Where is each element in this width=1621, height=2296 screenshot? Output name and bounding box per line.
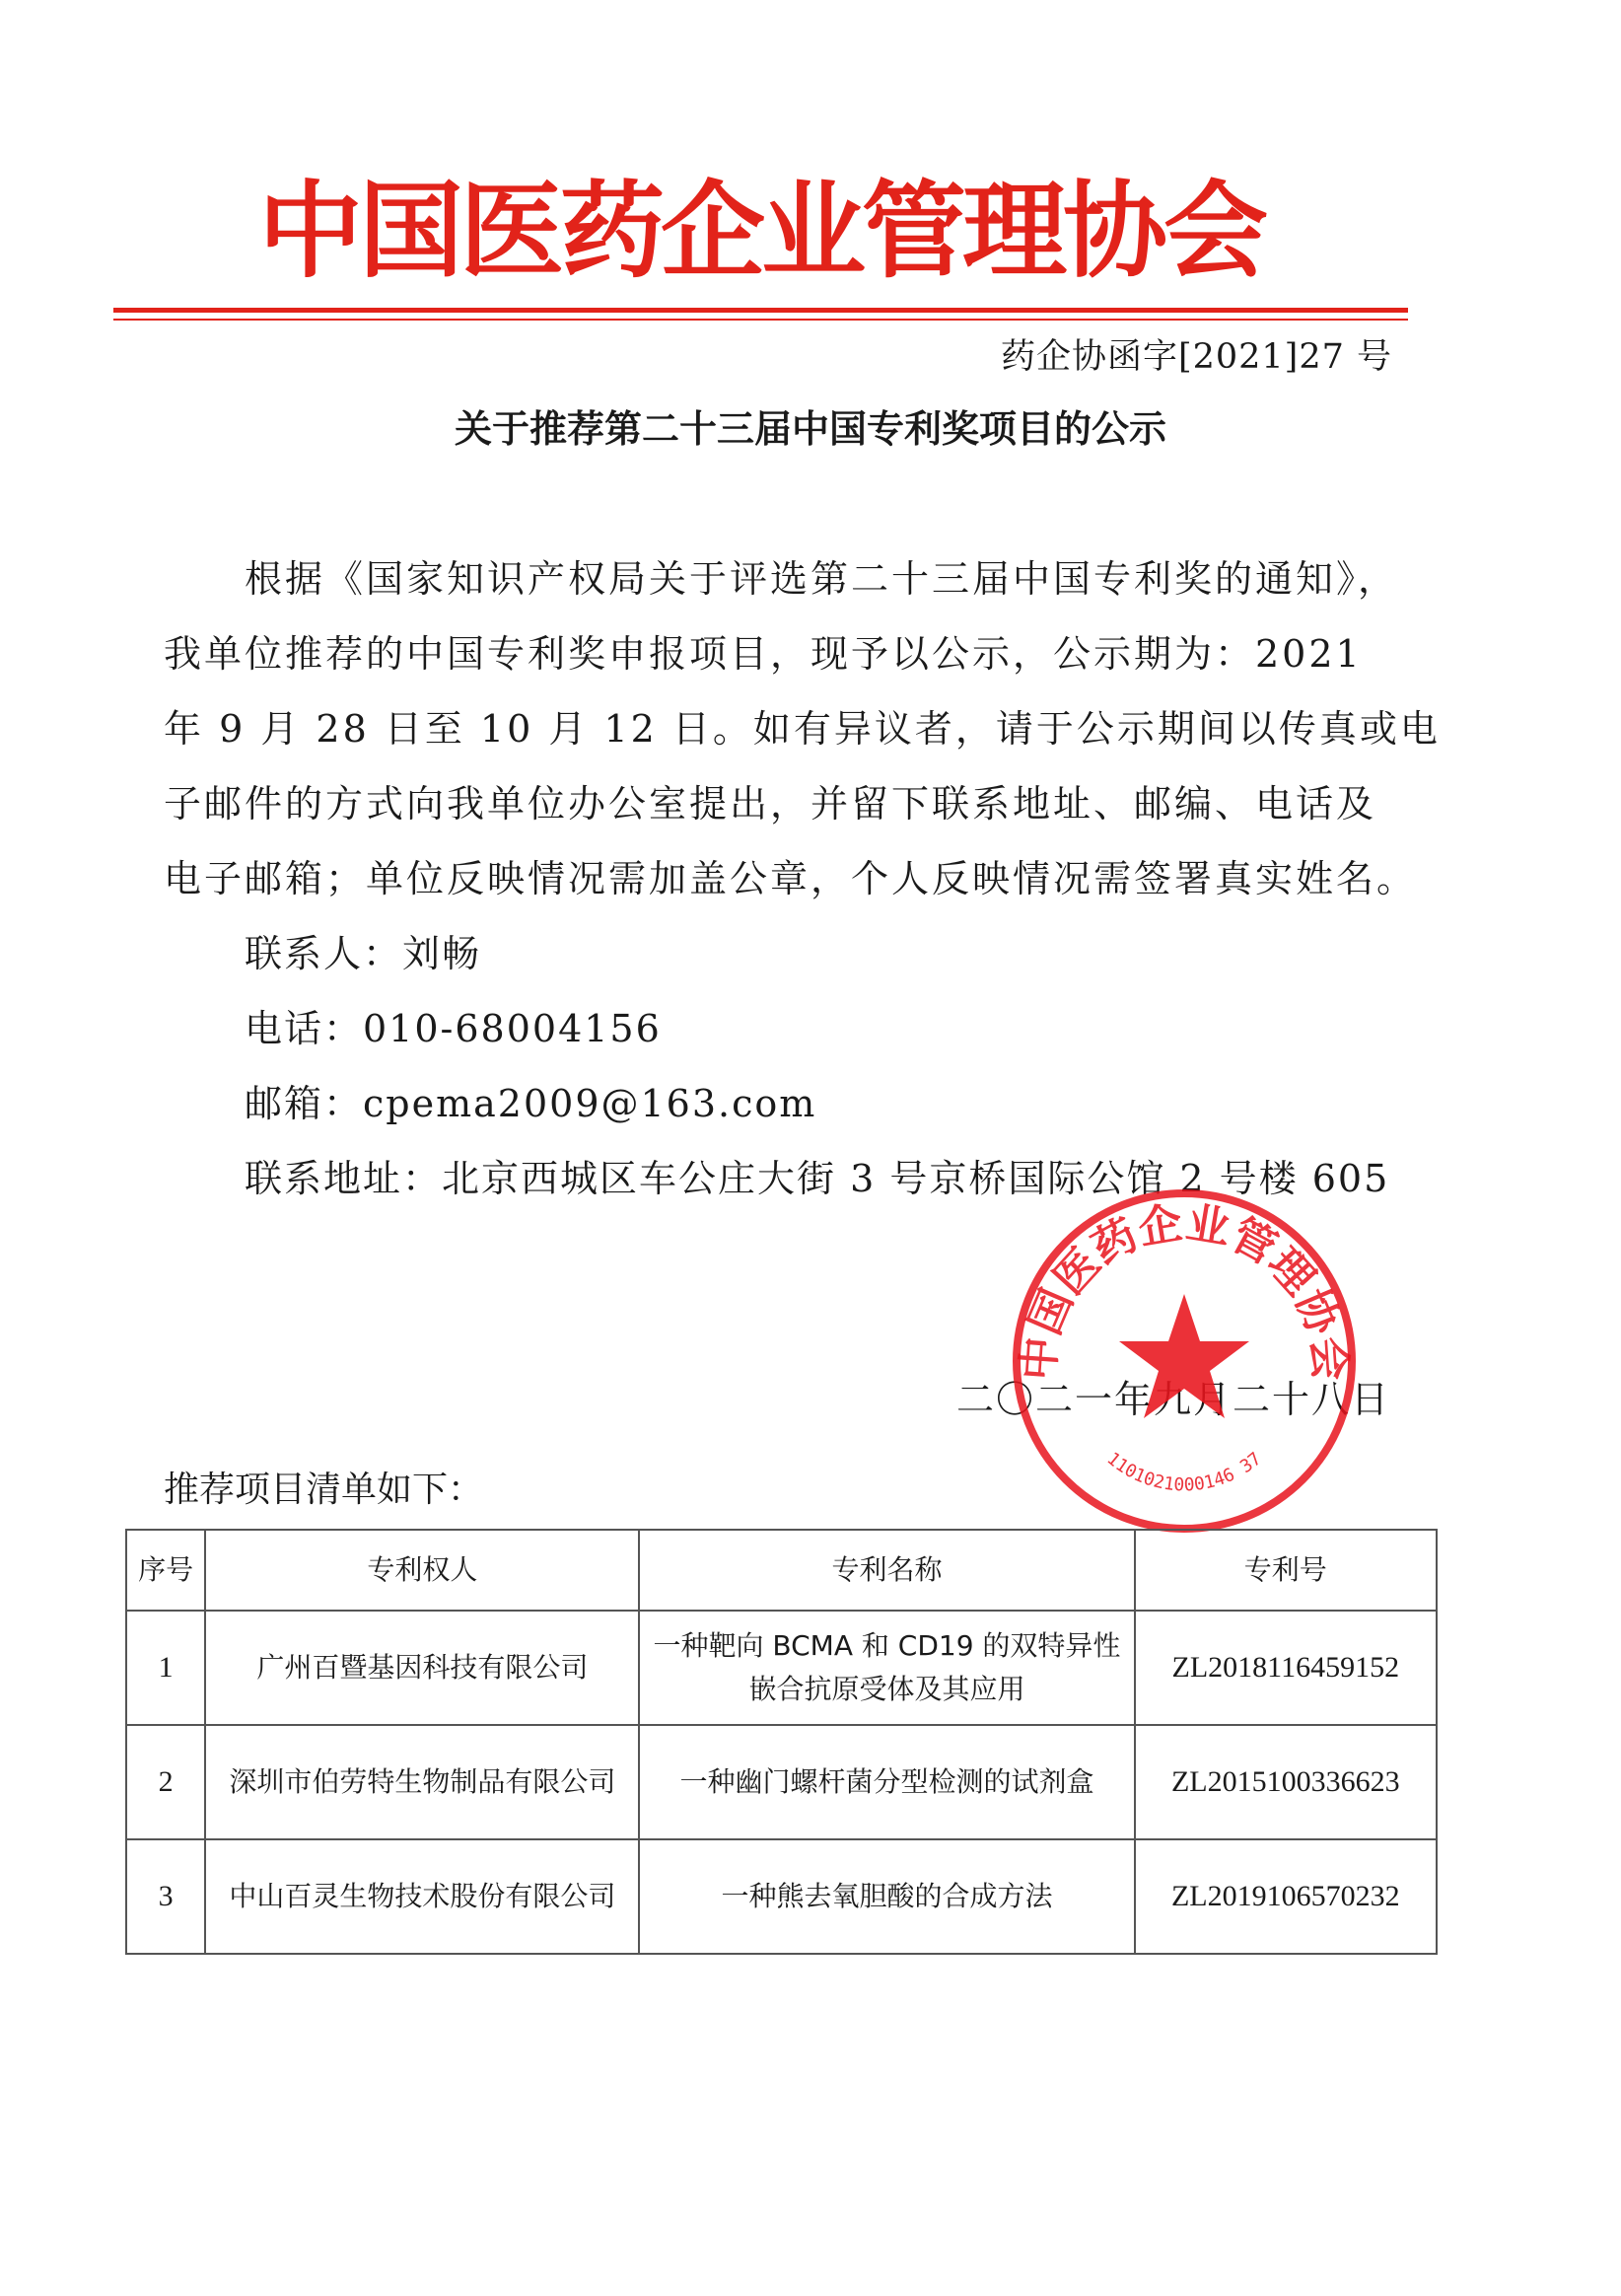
cell-holder: 广州百暨基因科技有限公司 bbox=[205, 1611, 639, 1725]
list-intro: 推荐项目清单如下： bbox=[164, 1470, 484, 1510]
cell-index: 1 bbox=[126, 1611, 205, 1725]
table-row bbox=[126, 1725, 1437, 1839]
contact-person: 联系人：刘畅 bbox=[245, 932, 482, 975]
cell-holder: 深圳市伯劳特生物制品有限公司 bbox=[205, 1725, 639, 1839]
header-holder: 专利权人 bbox=[205, 1530, 639, 1611]
document-number: 药企协函字[2021]27 号 bbox=[1000, 337, 1392, 377]
body-line: 根据《国家知识产权局关于评选第二十三届中国专利奖的通知》， bbox=[245, 557, 1399, 601]
header-patent-name: 专利名称 bbox=[639, 1530, 1134, 1611]
cell-patent-number: ZL2018116459152 bbox=[1135, 1611, 1437, 1725]
letterhead-org-name: 中国医药企业管理协会 bbox=[258, 171, 1264, 292]
letterhead-rule-thin bbox=[113, 319, 1408, 321]
cell-patent-name bbox=[639, 1839, 1134, 1954]
patent-name-line: 嵌合抗原受体及其应用 bbox=[748, 1673, 1025, 1705]
svg-text:1101021000146 37: 1101021000146 37 bbox=[1102, 1448, 1266, 1496]
cell-patent-number: ZL2019106570232 bbox=[1135, 1839, 1437, 1954]
cell-index: 3 bbox=[126, 1839, 205, 1954]
patent-table bbox=[125, 1529, 1438, 1955]
patent-name-line: 一种熊去氧胆酸的合成方法 bbox=[721, 1880, 1053, 1912]
signature-date: 二〇二一年九月二十八日 bbox=[955, 1378, 1390, 1421]
body-line: 我单位推荐的中国专利奖申报项目，现予以公示，公示期为：2021 bbox=[164, 632, 1363, 676]
cell-patent-number: ZL2015100336623 bbox=[1135, 1725, 1437, 1839]
contact-address: 联系地址：北京西城区车公庄大街 3 号京桥国际公馆 2 号楼 605 bbox=[245, 1157, 1390, 1200]
document-title: 关于推荐第二十三届中国专利奖项目的公示 bbox=[454, 407, 1166, 451]
cell-patent-name bbox=[639, 1611, 1134, 1725]
cell-index: 2 bbox=[126, 1725, 205, 1839]
official-seal-stamp bbox=[1007, 1184, 1362, 1539]
header-patent-number: 专利号 bbox=[1135, 1530, 1437, 1611]
contact-phone: 电话：010-68004156 bbox=[245, 1007, 662, 1050]
patent-name-line: 一种幽门螺杆菌分型检测的试剂盒 bbox=[679, 1765, 1094, 1798]
table-header-row bbox=[126, 1530, 1437, 1611]
letterhead-rule-thick bbox=[113, 308, 1408, 313]
cell-holder: 中山百灵生物技术股份有限公司 bbox=[205, 1839, 639, 1954]
body-line: 子邮件的方式向我单位办公室提出，并留下联系地址、邮编、电话及 bbox=[164, 782, 1377, 825]
header-index: 序号 bbox=[126, 1530, 205, 1611]
table-row bbox=[126, 1839, 1437, 1954]
contact-email: 邮箱：cpema2009@163.com bbox=[245, 1082, 817, 1125]
svg-text:中国医药企业管理协会: 中国医药企业管理协会 bbox=[1013, 1197, 1356, 1383]
body-line: 年 9 月 28 日至 10 月 12 日。如有异议者，请于公示期间以传真或电 bbox=[164, 707, 1441, 751]
table-row bbox=[126, 1611, 1437, 1725]
patent-name-line: 一种靶向 BCMA 和 CD19 的双特异性 bbox=[653, 1629, 1121, 1662]
body-line: 电子邮箱；单位反映情况需加盖公章，个人反映情况需签署真实姓名。 bbox=[164, 857, 1418, 900]
cell-patent-name bbox=[639, 1725, 1134, 1839]
